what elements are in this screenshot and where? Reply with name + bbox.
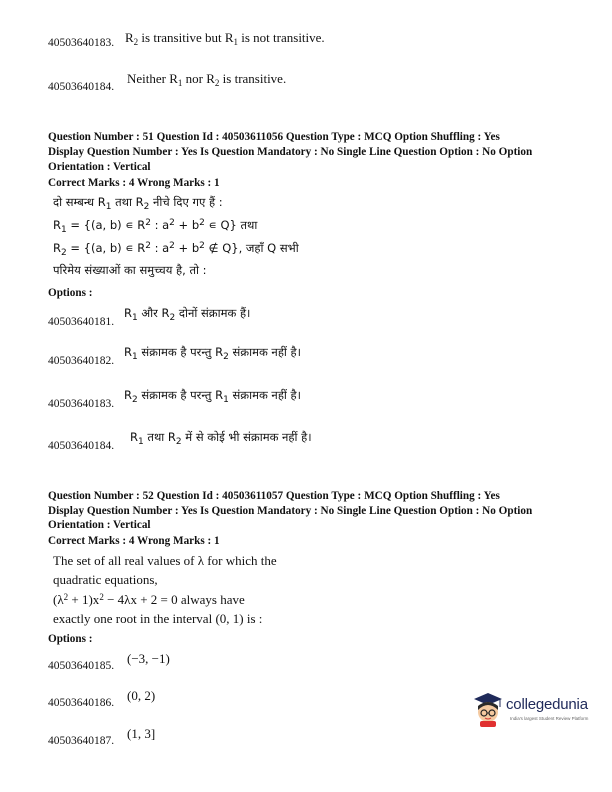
- option-id: 40503640186.: [48, 697, 115, 709]
- question-text-line1: दो सम्बन्ध $R_1$ तथा $R_2$ नीचे दिए गए हैं :: [53, 195, 223, 212]
- option-text: $R_2$ संक्रामक है परन्तु $R_1$ संक्रामक नहीं है।: [124, 388, 302, 405]
- question-text-line3: $R_2 = \{(a$, b) ∊ $R^2$ : $a^2 + b^2$ ∉ Q}, जहाँ Q सभी: [53, 241, 299, 258]
- question-header-line3: Orientation : Vertical: [48, 161, 151, 173]
- option-id: 40503640185.: [48, 660, 115, 672]
- option-text: (−3, −1): [127, 651, 170, 666]
- option-id: 40503640181.: [48, 316, 115, 328]
- question-text-line4: exactly one root in the interval (0, 1) is :: [53, 611, 263, 626]
- option-id: 40503640182.: [48, 355, 115, 367]
- option-text: $R_1$ संक्रामक है परन्तु $R_2$ संक्रामक नहीं है।: [124, 345, 302, 362]
- marks-line: Correct Marks : 4 Wrong Marks : 1: [48, 177, 220, 189]
- question-text-line2: $R_1 = \{(a$, b) ∊ $R^2$ : $a^2 + b^2$ ∊ Q} तथा: [53, 218, 258, 235]
- question-header-line2: Display Question Number : Yes Is Question Mandatory : No Single Line Question Option : No Option: [48, 146, 533, 158]
- option-id: 40503640187.: [48, 735, 115, 747]
- marks-line: Correct Marks : 4 Wrong Marks : 1: [48, 535, 220, 547]
- option-id: 40503640183.: [48, 398, 115, 410]
- option-text: $R_1$ और $R_2$ दोनों संक्रामक हैं।: [124, 306, 251, 323]
- question-header-line1: Question Number : 52 Question Id : 40503611057 Question Type : MCQ Option Shuffling : Yes: [48, 490, 500, 502]
- option-id: 40503640183.: [48, 37, 115, 49]
- option-id: 40503640184.: [48, 81, 115, 93]
- logo-tagline: India's largest Student Review Platform: [510, 716, 589, 721]
- collegedunia-logo: [470, 690, 600, 730]
- logo-wordmark: collegedunia: [506, 696, 588, 713]
- option-text: $R_2$ is transitive but $R_1$ is not transitive.: [125, 30, 325, 47]
- question-header-line3: Orientation : Vertical: [48, 519, 151, 531]
- options-label: Options :: [48, 287, 93, 299]
- question-text-line1: The set of all real values of λ for which the: [53, 553, 277, 568]
- graduate-mascot-icon: [470, 690, 506, 728]
- option-text: (0, 2): [127, 688, 156, 703]
- option-id: 40503640184.: [48, 440, 115, 452]
- option-text: (1, 3]: [127, 726, 156, 741]
- options-label: Options :: [48, 633, 93, 645]
- question-text-line4: परिमेय संख्याओं का समुच्चय है, तो :: [53, 263, 207, 277]
- question-header-line1: Question Number : 51 Question Id : 40503611056 Question Type : MCQ Option Shuffling : Yes: [48, 131, 500, 143]
- question-text-line3: $(\lambda^2 + 1)x^2 - 4\lambda x + 2 = 0$ always have: [53, 592, 245, 607]
- question-header-line2: Display Question Number : Yes Is Question Mandatory : No Single Line Question Option : No Option: [48, 505, 533, 517]
- question-text-line2: quadratic equations,: [53, 572, 158, 587]
- option-text: $R_1$ तथा $R_2$ में से कोई भी संक्रामक नहीं है।: [130, 430, 312, 447]
- option-text: Neither $R_1$ nor $R_2$ is transitive.: [127, 71, 287, 88]
